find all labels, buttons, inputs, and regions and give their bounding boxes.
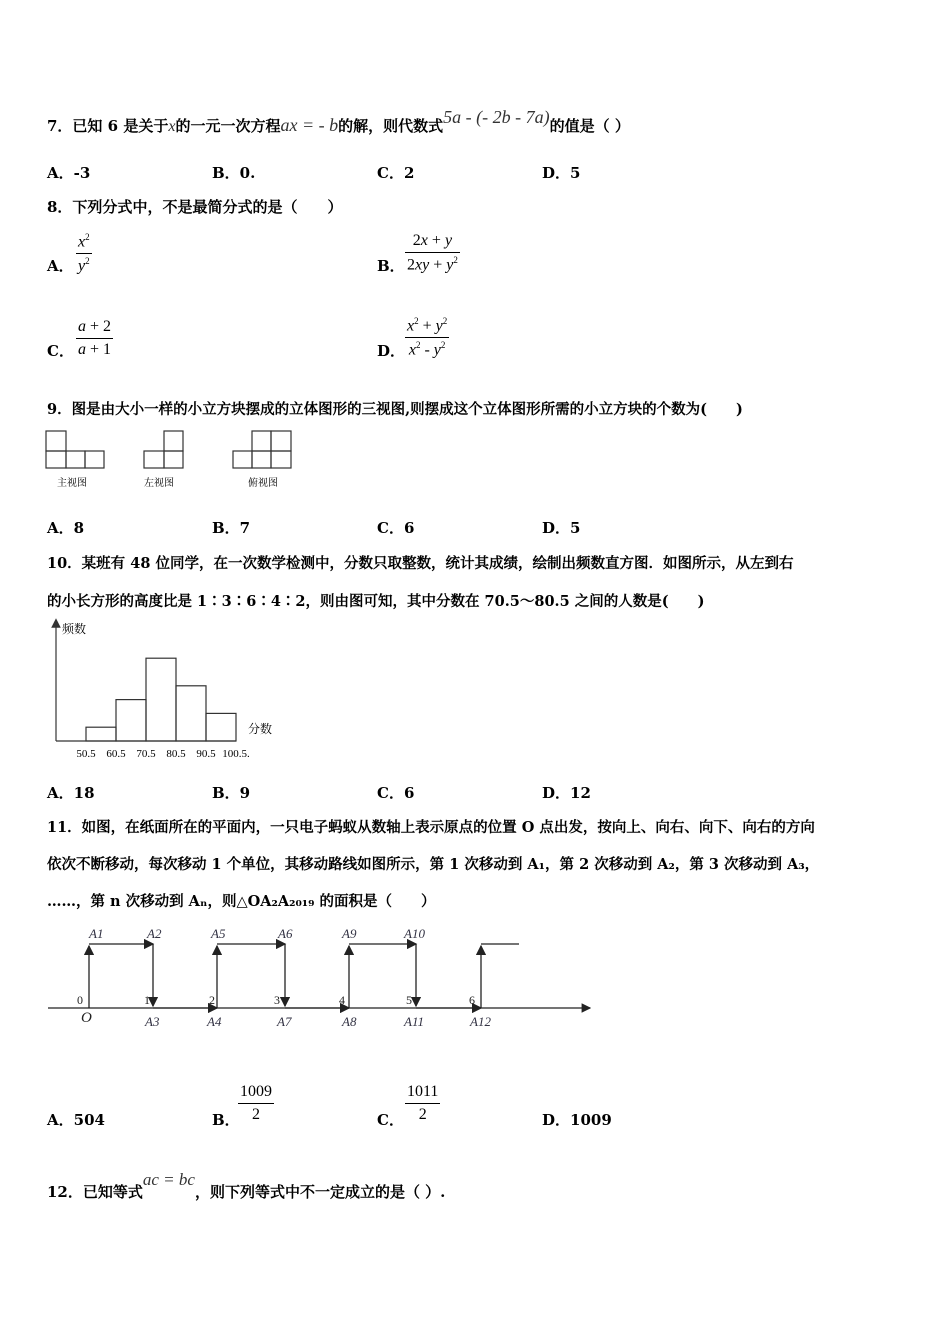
q11-c-denominator: 2 (418, 1106, 427, 1123)
q10-line2: 的小长方形的高度比是 1∶3∶6∶4∶2，则由图可知，其中分数在 70.5～80.5 之间的人数是( ) (47, 593, 705, 610)
q9-option-c: C．6 (377, 519, 415, 537)
q11-option-b-fraction (238, 1083, 274, 1124)
q7-expression: 5a - (- 2b - 7a) (443, 107, 550, 127)
q7-option-c: C．2 (377, 164, 415, 182)
q11-option-a: A．504 (47, 1111, 105, 1129)
q8-fraction-d (405, 316, 449, 360)
q7-option-a: A．-3 (47, 164, 91, 182)
q7-text2: 的解，则代数式 (338, 117, 444, 135)
q11-line1: 11．如图，在纸面所在的平面内，一只电子蚂蚁从数轴上表示原点的位置 O 点出发，按向上、向右、向下、向右的方向 (47, 819, 815, 836)
label-a5: A5 (211, 926, 226, 941)
label-a1: A1 (89, 926, 104, 941)
view-label-left: 左视图 (144, 478, 174, 489)
q9-option-b: B．7 (212, 519, 251, 537)
q8-a-numerator: $x^2$ (76, 232, 92, 254)
histogram-bar-3 (146, 658, 176, 741)
axis-numbers (77, 993, 475, 1007)
q11-option-c-label: C． (377, 1111, 404, 1129)
q11-line2: 依次不断移动，每次移动 1 个单位，其移动路线如图所示，第 1 次移动到 A₁，第 2 次移动到 A₂，第 3 次移动到 A₃， (47, 856, 820, 873)
y-axis-label: 频数 (62, 622, 87, 636)
label-a4: A4 (207, 1014, 222, 1029)
q9-stem: 9．图是由大小一样的小立方块摆成的立体图形的三视图,则摆成这个立体图形所需的小立方块的个数为( ) (47, 401, 743, 418)
q8-d-numerator: $x^2 + y^2$ (405, 316, 449, 338)
label-a9: A9 (342, 926, 357, 941)
q8-c-numerator: a + 2 (76, 318, 113, 339)
label-a11: A11 (404, 1014, 424, 1029)
q8-fraction-b (405, 232, 460, 274)
q9-option-d: D．5 (542, 519, 581, 537)
q10-option-d: D．12 (542, 784, 591, 802)
q8-d-denominator: $x^2 - y^2$ (408, 340, 446, 359)
q7-text3: 的值是（ ） (549, 117, 630, 135)
label-a6: A6 (278, 926, 293, 941)
q11-b-denominator: 2 (252, 1106, 260, 1123)
q8-c-denominator: a + 1 (78, 341, 112, 358)
view-label-front: 主视图 (57, 478, 87, 489)
q12-stem (47, 1170, 446, 1202)
q7-num: 7．已知 6 是关于 (47, 117, 169, 135)
view-label-top: 俯视图 (248, 478, 278, 489)
x-axis-label: 分数 (248, 722, 273, 736)
x-tick-label-0: 50.5 (76, 748, 96, 760)
q8-label-d: D． (377, 342, 406, 360)
q10-line1: 10．某班有 48 位同学，在一次数学检测中，分数只取整数，统计其成绩，绘制出频数直方图．如图所示，从左到右 (47, 555, 794, 572)
axis-number-5: 5 (406, 993, 412, 1007)
front-view (46, 431, 104, 468)
ant-path-diagram (40, 918, 600, 1038)
axis-number-0: 0 (77, 993, 83, 1007)
axis-number-1: 1 (144, 993, 150, 1007)
q7-stem (47, 107, 630, 136)
q9-three-views (40, 425, 310, 495)
label-a10: A10 (404, 926, 425, 941)
q8-a-denominator: $y^2$ (78, 256, 90, 275)
q12-text1: 12．已知等式 (47, 1183, 143, 1201)
q8-fraction-a (76, 232, 92, 276)
q10-option-b: B．9 (212, 784, 251, 802)
q11-c-numerator: 1011 (405, 1083, 440, 1104)
histogram-bar-2 (116, 700, 146, 741)
q10-option-a: A．18 (47, 784, 95, 802)
histogram-bar-1 (86, 727, 116, 741)
x-tick-label-1: 60.5 (106, 748, 126, 760)
histogram-bar-5 (206, 713, 236, 741)
axis-number-3: 3 (274, 993, 280, 1007)
x-tick-label-5: 100.5. (222, 748, 250, 760)
label-a7: A7 (277, 1014, 292, 1029)
q11-option-c-fraction (405, 1083, 440, 1124)
q7-var-x: x (168, 118, 176, 135)
bottom-point-labels (144, 1014, 491, 1029)
x-tick-label-4: 90.5 (196, 748, 216, 760)
label-a12: A12 (470, 1014, 491, 1029)
origin-label: O (81, 1010, 92, 1026)
histogram-bar-4 (176, 686, 206, 741)
top-view (233, 431, 291, 468)
q8-label-c: C． (47, 342, 74, 360)
q12-equation: ac = bc (142, 1170, 195, 1189)
x-tick-label-2: 70.5 (136, 748, 156, 760)
axis-number-4: 4 (339, 993, 345, 1007)
q11-b-numerator: 1009 (238, 1083, 274, 1104)
axis-number-2: 2 (209, 993, 215, 1007)
x-tick-label-3: 80.5 (166, 748, 186, 760)
q8-b-denominator: $2xy + y^2$ (407, 255, 458, 274)
q8-b-numerator: 2x + y (405, 232, 460, 253)
axis-number-6: 6 (469, 993, 475, 1007)
q12-text2: ，则下列等式中不一定成立的是（ ）. (194, 1183, 446, 1201)
q7-equation: ax = - b (280, 115, 339, 135)
q11-line3: ……，第 n 次移动到 Aₙ，则△OA₂A₂₀₁₉ 的面积是（ ） (47, 893, 436, 910)
q8-label-a: A． (47, 257, 74, 275)
q7-option-d: D．5 (542, 164, 581, 182)
label-a2: A2 (147, 926, 162, 941)
q8-label-b: B． (377, 257, 405, 275)
q8-stem: 8．下列分式中，不是最简分式的是（ ） (47, 198, 343, 216)
ant-path (89, 944, 519, 1008)
q8-fraction-c (76, 318, 113, 359)
q9-option-a: A．8 (47, 519, 85, 537)
q11-option-b-label: B． (212, 1111, 240, 1129)
frequency-histogram (40, 615, 280, 765)
q7-option-b: B．0. (212, 164, 256, 182)
top-point-labels (88, 926, 425, 941)
left-view (144, 431, 183, 468)
q7-text1: 的一元一次方程 (175, 117, 281, 135)
q10-option-c: C．6 (377, 784, 415, 802)
label-a8: A8 (342, 1014, 357, 1029)
q11-option-d: D．1009 (542, 1111, 612, 1129)
label-a3: A3 (145, 1014, 160, 1029)
